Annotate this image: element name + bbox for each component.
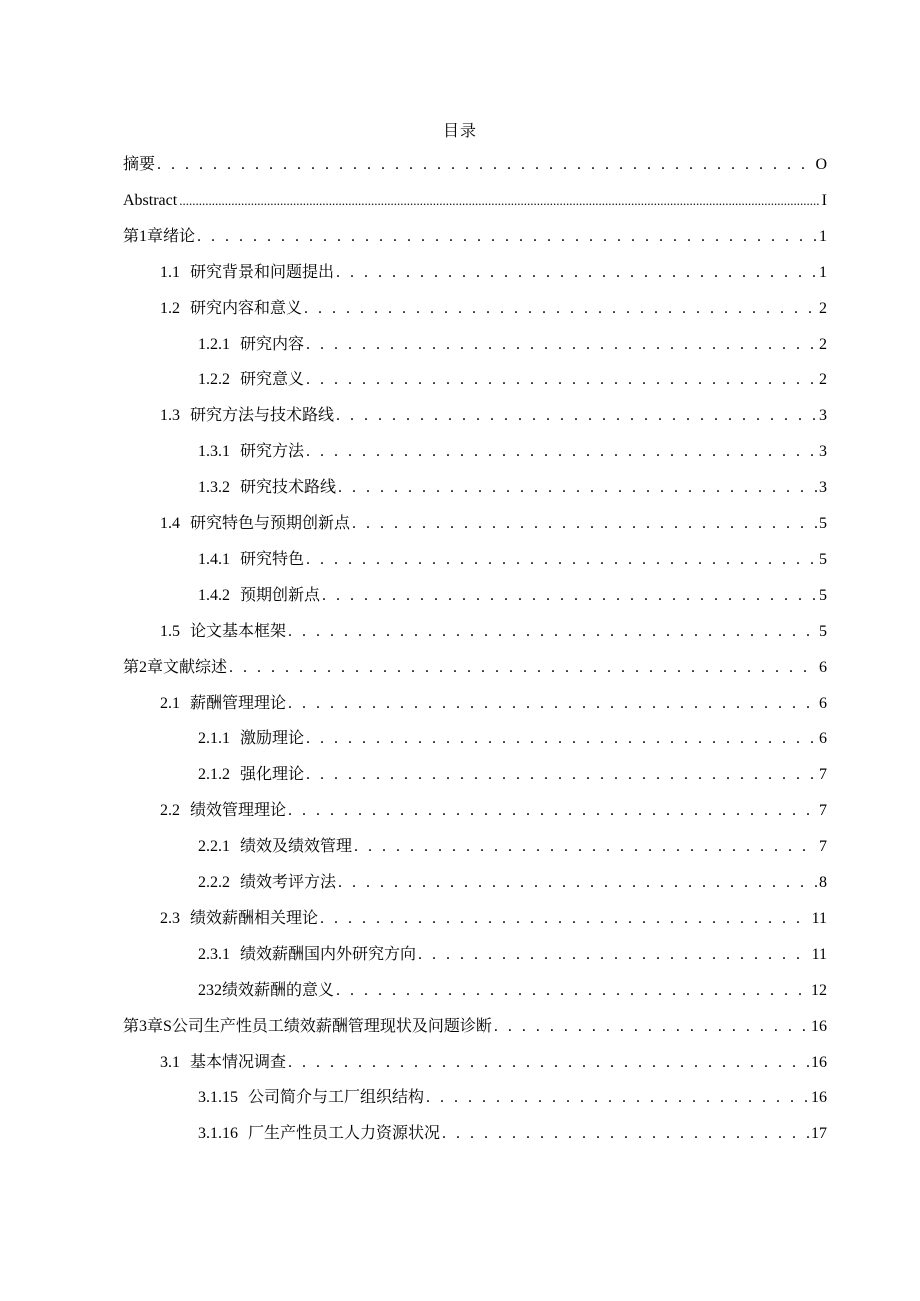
toc-entry-page-number: 2 (819, 336, 827, 353)
toc-entry[interactable] (198, 763, 827, 787)
toc-entry-page-number: 7 (819, 766, 827, 783)
toc-entry-number: 1.1 (160, 264, 180, 281)
toc-dot-leader (338, 871, 817, 895)
toc-entry-title: 绩效管理理论 (190, 802, 287, 819)
toc-entry-title: 第3章S公司生产性员工绩效薪酬管理现状及问题诊断 (123, 1018, 492, 1035)
toc-dot-leader (338, 476, 817, 500)
toc-entry-page-number: 6 (819, 695, 827, 712)
toc-entry[interactable] (160, 261, 827, 285)
toc-entry-page-number: I (821, 192, 827, 209)
toc-entry-number: 1.3.1 (198, 443, 230, 460)
toc-entry[interactable] (198, 548, 827, 572)
toc-entry-page-number: 3 (819, 479, 827, 496)
toc-dot-leader (304, 297, 817, 321)
toc-entry-page-number: 5 (819, 623, 827, 640)
toc-dot-leader (336, 979, 809, 1003)
toc-dot-leader (288, 620, 817, 644)
toc-dot-leader (306, 727, 817, 751)
toc-entry-page-number: 2 (819, 371, 827, 388)
toc-entry-number: 1.2.1 (198, 336, 230, 353)
toc-dot-leader (288, 692, 817, 716)
toc-entry-title: Abstract (123, 192, 178, 209)
toc-entry[interactable] (198, 835, 827, 859)
toc-entry-number: 3.1.16 (198, 1125, 238, 1142)
toc-entry-page-number: 3 (819, 443, 827, 460)
toc-entry[interactable] (198, 1086, 827, 1110)
toc-entry-title: 薪酬管理理论 (190, 695, 287, 712)
toc-dot-leader (352, 512, 817, 536)
toc-entry-number: 1.4.2 (198, 587, 230, 604)
toc-entry[interactable] (160, 692, 827, 716)
toc-entry[interactable] (198, 1122, 827, 1146)
toc-entry[interactable] (198, 943, 827, 967)
toc-dot-leader (322, 584, 817, 608)
toc-dot-leader (418, 943, 810, 967)
toc-dot-leader (306, 548, 817, 572)
toc-entry-title: 摘要 (123, 156, 156, 173)
toc-entry[interactable] (123, 225, 827, 249)
toc-entry-number: 1.3 (160, 407, 180, 424)
toc-entry-page-number: 7 (819, 802, 827, 819)
toc-entry-title: 论文基本框架 (190, 623, 287, 640)
toc-entry[interactable] (160, 297, 827, 321)
toc-entry[interactable] (198, 727, 827, 751)
toc-entry-page-number: 16 (811, 1089, 827, 1106)
toc-dot-leader (306, 763, 817, 787)
toc-entry-page-number: 6 (819, 659, 827, 676)
toc-entry[interactable] (160, 907, 827, 931)
toc-entry-title: 研究内容 (240, 336, 305, 353)
toc-entry-page-number: 11 (811, 946, 827, 963)
toc-dot-leader (320, 907, 810, 931)
toc-dot-leader (306, 440, 817, 464)
toc-entry-title: 绩效薪酬相关理论 (190, 910, 319, 927)
toc-entry-title: 基本情况调查 (190, 1054, 287, 1071)
toc-entry-page-number: 11 (811, 910, 827, 927)
toc-entry[interactable] (198, 368, 827, 392)
toc-entry-page-number: 6 (819, 730, 827, 747)
toc-entry-title: 绩效薪酬国内外研究方向 (240, 946, 417, 963)
toc-entry-number: 1.4 (160, 515, 180, 532)
toc-entry-title: 绩效及绩效管理 (240, 838, 353, 855)
toc-entry-title: 厂生产性员工人力资源状况 (248, 1125, 441, 1142)
toc-entry-number: 2.3.1 (198, 946, 230, 963)
toc-entry-number: 3.1 (160, 1054, 180, 1071)
toc-dot-leader (426, 1086, 809, 1110)
toc-entry-page-number: 17 (811, 1125, 827, 1142)
toc-entry-number: 1.4.1 (198, 551, 230, 568)
toc-entry[interactable] (123, 656, 827, 680)
toc-dot-leader (306, 368, 817, 392)
toc-entry[interactable] (198, 440, 827, 464)
toc-entry-title: 第1章绪论 (123, 228, 196, 245)
toc-entry-number: 1.5 (160, 623, 180, 640)
toc-dot-leader (179, 189, 819, 213)
toc-entry-number: 2.1.1 (198, 730, 230, 747)
toc-entry[interactable] (160, 1051, 827, 1075)
toc-entry[interactable] (160, 512, 827, 536)
toc-entry-title: 研究方法与技术路线 (190, 407, 335, 424)
toc-entry-page-number: 3 (819, 407, 827, 424)
toc-entry-number: 2.2 (160, 802, 180, 819)
toc-entry-title: 第2章文献综述 (123, 659, 228, 676)
toc-dot-leader (197, 225, 817, 249)
toc-entry[interactable] (160, 404, 827, 428)
toc-entry-page-number: 1 (819, 264, 827, 281)
toc-entry-title: 研究技术路线 (240, 479, 337, 496)
toc-entry-number: 2.3 (160, 910, 180, 927)
toc-entry-page-number: 5 (819, 587, 827, 604)
toc-dot-leader (442, 1122, 809, 1146)
toc-dot-leader (229, 656, 817, 680)
toc-entry-page-number: 7 (819, 838, 827, 855)
toc-entry-title: 研究背景和问题提出 (190, 264, 335, 281)
toc-entry-page-number: 1 (819, 228, 827, 245)
toc-entry-number: 2.2.2 (198, 874, 230, 891)
toc-dot-leader (157, 153, 813, 177)
toc-entry[interactable] (123, 1015, 827, 1039)
toc-entry-page-number: 16 (811, 1054, 827, 1071)
toc-entry-title: 激励理论 (240, 730, 305, 747)
toc-entry-title: 研究内容和意义 (190, 300, 303, 317)
toc-entry[interactable] (160, 620, 827, 644)
toc-entry-number: 3.1.15 (198, 1089, 238, 1106)
toc-entry[interactable] (198, 871, 827, 895)
toc-entry-title: 绩效考评方法 (240, 874, 337, 891)
toc-entry-number: 1.2 (160, 300, 180, 317)
toc-entry-title: 研究方法 (240, 443, 305, 460)
toc-entry-page-number: 5 (819, 551, 827, 568)
toc-entry-title: 强化理论 (240, 766, 305, 783)
toc-entry-page-number: O (815, 156, 827, 173)
toc-entry-title: 232绩效薪酬的意义 (198, 982, 335, 999)
toc-entry[interactable] (160, 799, 827, 823)
toc-dot-leader (494, 1015, 809, 1039)
toc-entry[interactable] (123, 189, 827, 213)
toc-dot-leader (288, 1051, 809, 1075)
toc-entry-number: 2.1 (160, 695, 180, 712)
toc-entry[interactable] (198, 476, 827, 500)
toc-entry-title: 研究意义 (240, 371, 305, 388)
toc-entry-number: 1.3.2 (198, 479, 230, 496)
toc-entry-page-number: 8 (819, 874, 827, 891)
toc-entry-title: 预期创新点 (240, 587, 321, 604)
toc-dot-leader (336, 404, 817, 428)
toc-dot-leader (336, 261, 817, 285)
toc-dot-leader (306, 333, 817, 357)
toc-entry-page-number: 5 (819, 515, 827, 532)
toc-entry[interactable] (198, 979, 827, 1003)
toc-dot-leader (354, 835, 817, 859)
toc-entry-number: 2.1.2 (198, 766, 230, 783)
toc-entry-title: 公司简介与工厂组织结构 (248, 1089, 425, 1106)
toc-dot-leader (288, 799, 817, 823)
toc-title: 目录 (442, 123, 477, 140)
toc-entry-page-number: 12 (811, 982, 827, 999)
toc-entry-number: 2.2.1 (198, 838, 230, 855)
toc-entry-number: 1.2.2 (198, 371, 230, 388)
toc-entry[interactable] (198, 584, 827, 608)
toc-entry-page-number: 16 (811, 1018, 827, 1035)
toc-entry-title: 研究特色与预期创新点 (190, 515, 351, 532)
toc-entry-page-number: 2 (819, 300, 827, 317)
toc-entry[interactable] (198, 333, 827, 357)
toc-entry-title: 研究特色 (240, 551, 305, 568)
toc-entry[interactable] (123, 153, 827, 177)
